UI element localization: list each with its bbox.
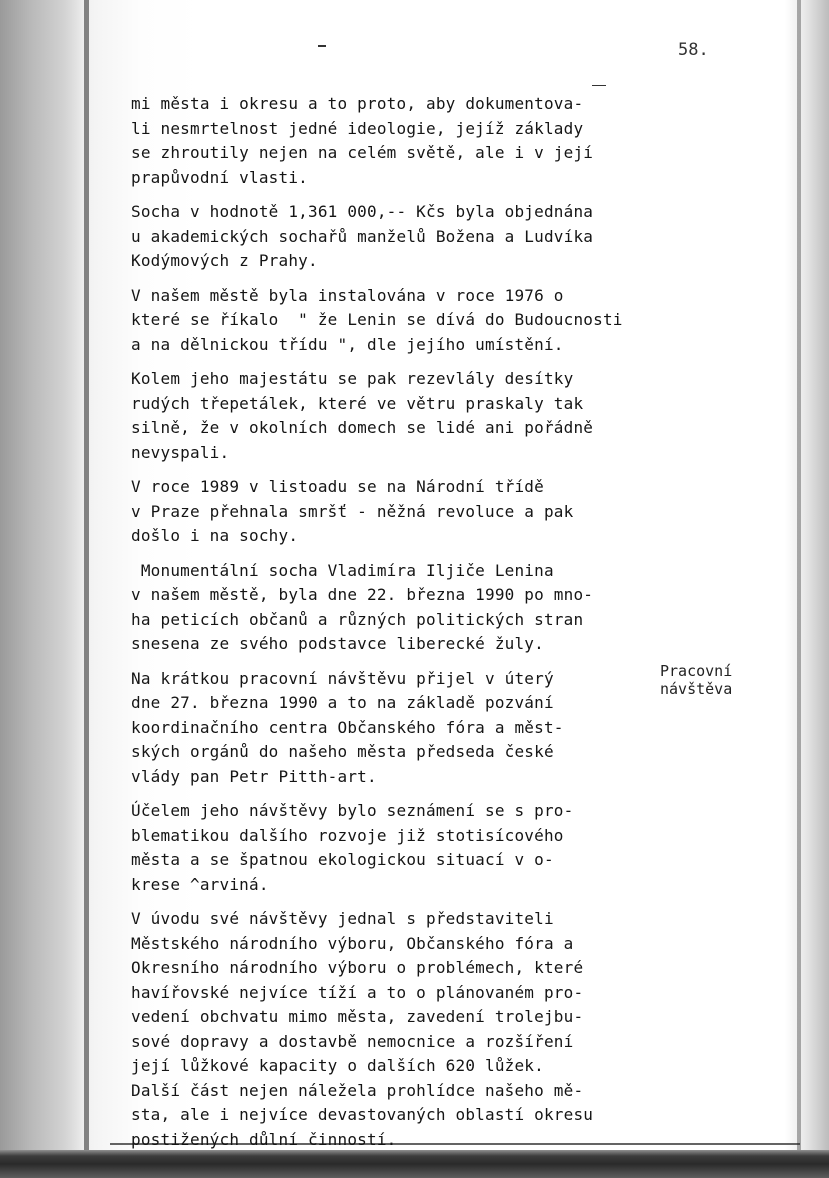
- text-line: došlo i na sochy.: [131, 526, 299, 545]
- text-line: rudých třepetálek, které ve větru praskaly tak: [131, 393, 584, 413]
- text-line: se zhroutily nejen na celém světě, ale i v její: [131, 143, 594, 162]
- text-line: Okresního národního výboru o problémech, které: [131, 958, 584, 977]
- margin-note-line: Pracovní: [660, 662, 733, 680]
- text-line: ha peticích občanů a různých politických stran: [131, 609, 584, 629]
- paragraph: [131, 907, 651, 1152]
- text-line: Městského národního výboru, Občanského fóra a: [131, 933, 574, 953]
- text-line: prapůvodní vlasti.: [131, 167, 308, 187]
- typewritten-body: [131, 92, 651, 1162]
- paragraph: [131, 367, 651, 465]
- text-line: sta, ale i nejvíce devastovaných oblastí okresu: [131, 1105, 594, 1124]
- text-line: havířovské nejvíce tíží a to o plánovaném pro-: [131, 982, 584, 1002]
- paragraph: [131, 667, 651, 790]
- text-line: v našem městě, byla dne 22. března 1990 po mno-: [131, 585, 594, 604]
- text-line: mi města i okresu a to proto, aby dokumentova-: [131, 94, 584, 113]
- paragraph: [131, 559, 651, 657]
- text-line: Další část nejen náležela prohlídce našeho mě-: [131, 1080, 584, 1100]
- text-line: V roce 1989 v listoadu se na Národní třídě: [131, 477, 544, 496]
- scan-mark: [592, 85, 606, 86]
- scan-mark: [318, 45, 326, 47]
- text-line: snesena ze svého podstavce liberecké žuly.: [131, 634, 544, 653]
- text-line: v Praze přehnala smršť - něžná revoluce a pak: [131, 501, 574, 521]
- paragraph: [131, 475, 651, 549]
- text-line: vlády pan Petr Pitth-art.: [131, 766, 377, 786]
- text-line: vedení obchvatu mimo města, zavedení trolejbu-: [131, 1007, 584, 1026]
- book-binding-shadow: [0, 0, 85, 1178]
- text-line: které se říkalo " že Lenin se dívá do Budoucnosti: [131, 310, 623, 329]
- paragraph: [131, 92, 651, 190]
- text-line: u akademických sochařů manželů Božena a Ludvíka: [131, 226, 594, 246]
- text-line: Monumentální socha Vladimíra Iljiče Lenina: [131, 560, 554, 580]
- text-line: města a se špatnou ekologickou situací v o-: [131, 850, 554, 869]
- text-line: blematikou dalšího rozvoje již stotisícového: [131, 825, 564, 845]
- text-line: nevyspali.: [131, 442, 230, 462]
- book-spine-edge: [84, 0, 89, 1178]
- page-right-edge: [797, 0, 801, 1160]
- paragraph: [131, 799, 651, 897]
- paragraph: [131, 284, 651, 358]
- margin-note: [660, 662, 732, 698]
- text-line: ských orgánů do našeho města předseda české: [131, 742, 554, 761]
- text-line: dne 27. března 1990 a to na základě pozvání: [131, 693, 554, 712]
- text-line: Socha v hodnotě 1,361 000,-- Kčs byla objednána: [131, 202, 594, 221]
- text-line: a na dělnickou třídu ", dle jejího umístění.: [131, 334, 564, 354]
- text-line: sové dopravy a dostavbě nemocnice a rozšíření: [131, 1031, 574, 1051]
- text-line: Kolem jeho majestátu se pak rezevlály desítky: [131, 369, 574, 388]
- text-line: koordinačního centra Občanského fóra a měst-: [131, 717, 564, 737]
- page-number: 58.: [678, 40, 709, 60]
- paragraph: [131, 200, 651, 274]
- text-line: V našem městě byla instalována v roce 1976 o: [131, 285, 564, 305]
- text-line: krese ^arviná.: [131, 874, 269, 894]
- text-line: postižených důlní činností.: [131, 1129, 397, 1149]
- text-line: Kodýmových z Prahy.: [131, 251, 318, 270]
- text-line: V úvodu své návštěvy jednal s představiteli: [131, 909, 554, 928]
- text-line: Na krátkou pracovní návštěvu přijel v úterý: [131, 668, 554, 688]
- text-line: Účelem jeho návštěvy bylo seznámení se s pro-: [131, 801, 574, 820]
- margin-note-line: návštěva: [660, 680, 733, 698]
- text-line: její lůžkové kapacity o dalších 620 lůžek.: [131, 1056, 544, 1075]
- text-line: li nesmrtelnost jedné ideologie, jejíž základy: [131, 118, 584, 138]
- text-line: silně, že v okolních domech se lidé ani pořádně: [131, 418, 594, 437]
